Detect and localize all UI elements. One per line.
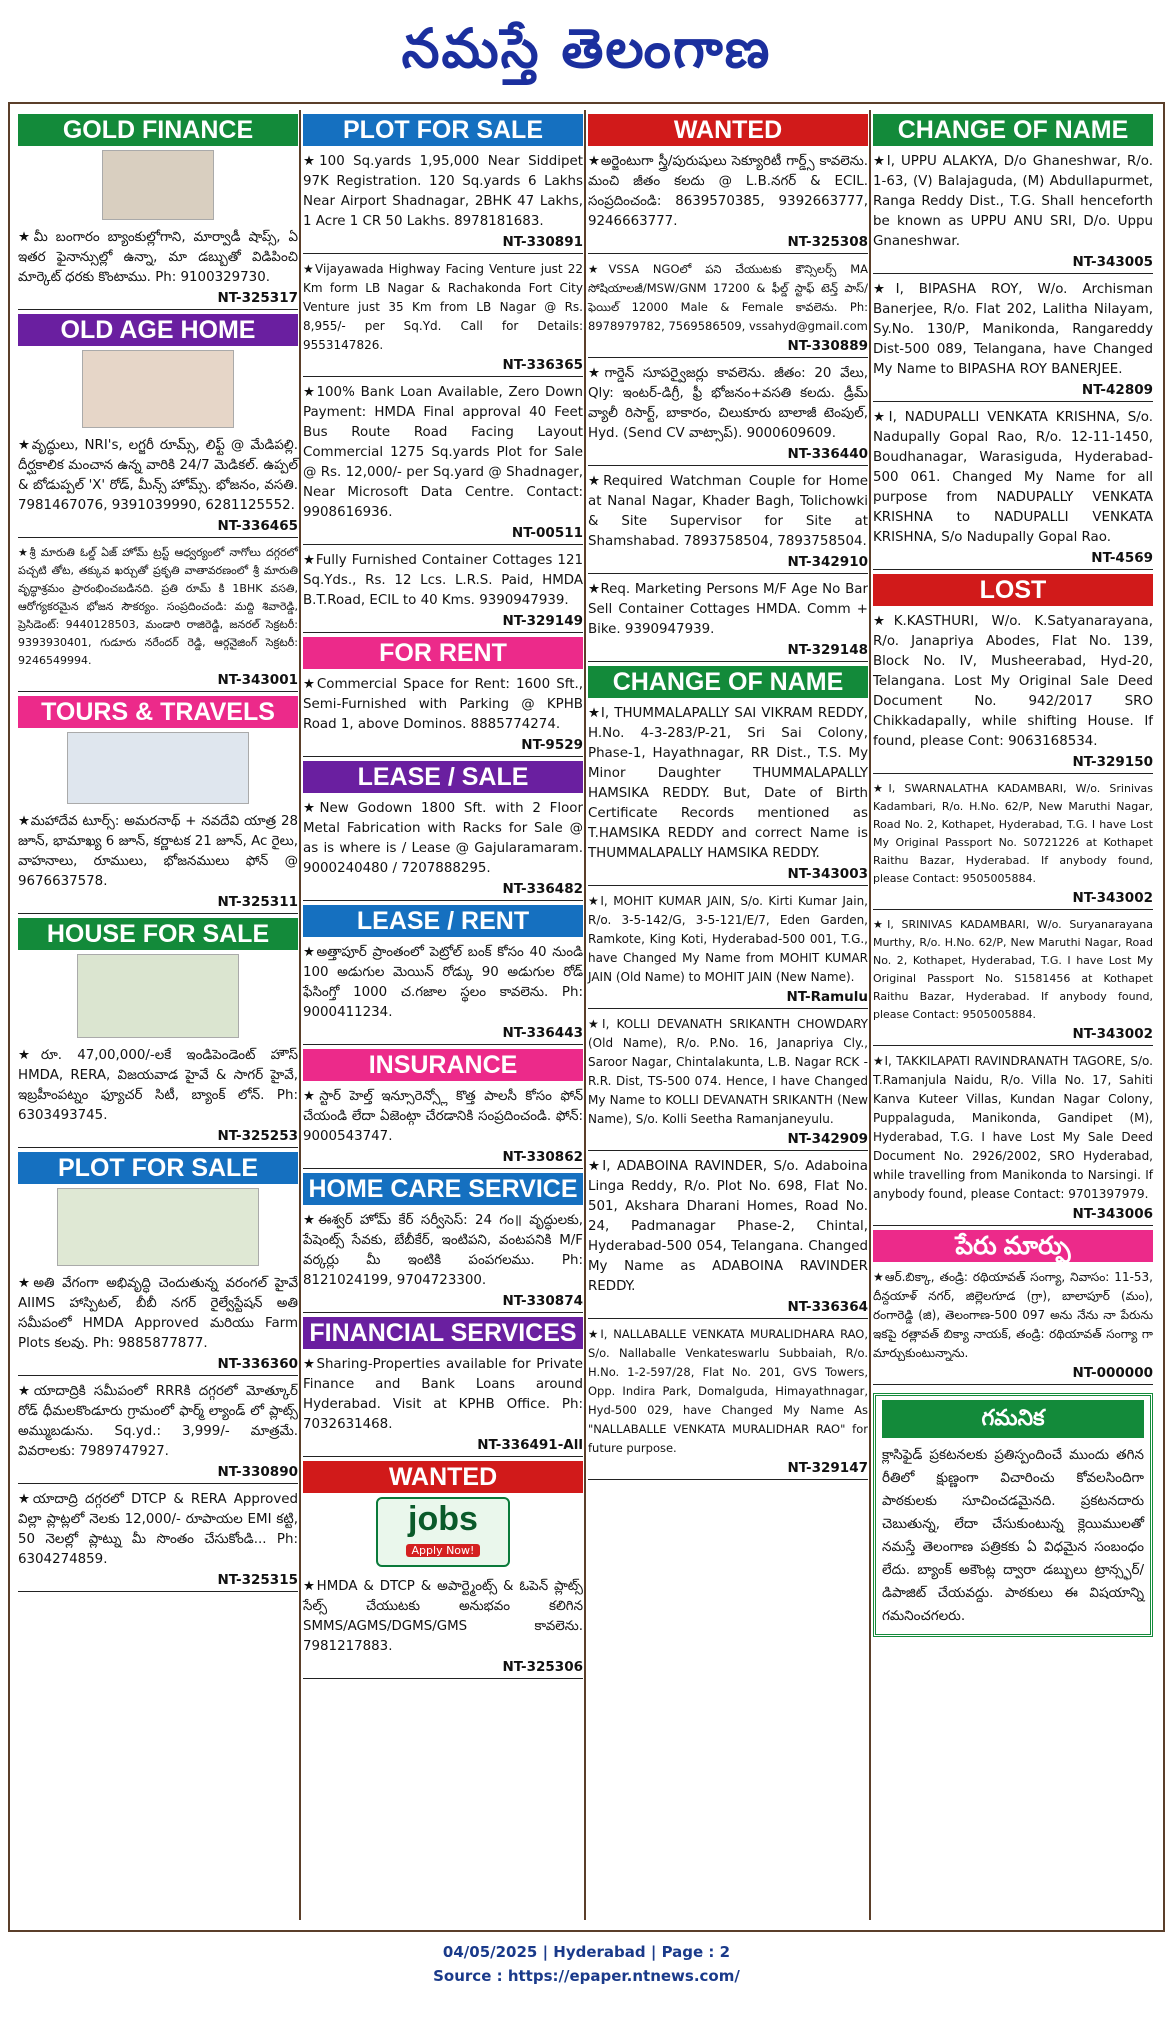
ad-code: NT-Ramulu (588, 989, 868, 1009)
ad-text: ★I, KOLLI DEVANATH SRIKANTH CHOWDARY (Old Name), R/o. P.No. 16, Janapriya Cly., Saroor Nagar, Chintalakunta, L.B. Nagar RCK - R.R. Dist, TS-500 074. Hence, I have Changed My Name to KOLLI DEVANATH SRIKANTH (New Name), S/o. Kolli Seetha Ramanjaneyulu. (588, 1017, 868, 1126)
notice-heading: గమనిక (882, 1400, 1144, 1438)
column-4 (873, 114, 1153, 1637)
section-heading: INSURANCE (303, 1049, 583, 1081)
ad-code: NT-336482 (303, 881, 583, 901)
column-divider (299, 110, 301, 1920)
ad-code: NT-336365 (303, 357, 583, 377)
ad-text: ★యాదాద్రికి సమీపంలో RRRకి దగ్గరలో మోత్కూర్ రోడ్ ధీమలకొండూరు గ్రామంలో ఫార్మ్ ల్యాండ్ లో ప్లాట్స్ అమ్ముబడును. Sq.yd.: 3,999/- మాత్రమే. వివరాలకు: 7989747927. (18, 1384, 298, 1459)
ad-code: NT-336465 (18, 518, 298, 538)
ad-text: ★I, SWARNALATHA KADAMBARI, W/o. Srinivas Kadambari, R/o. H.No. 62/P, New Maruthi Nagar, Road No. 2, Kothapet, Hyderabad, T.G. I have Lost My Original Passport No. S0721226 at Kothapet Raithu Bazar, Hyderabad. If anybody found, please Contact: 9505005884. (873, 782, 1153, 885)
ad-text: ★VSSA NGOలో పని చేయుటకు కౌన్సిలర్స్ MA సోషియాలజీ/MSW/GNM 17200 & ఫీల్డ్ స్టాఫ్ టెన్త్ పాస్/ఫెయిల్ 12000 Male & Female కావలెను. Ph: 8978979782, 7569586509, vssahyd@gmail.com (588, 262, 868, 333)
column-divider (869, 110, 871, 1920)
notice-box (873, 1393, 1153, 1637)
cash-handover-image (102, 150, 214, 220)
footer-source-link[interactable]: Source : https://epaper.ntnews.com/ (433, 1967, 740, 1985)
ad-code: NT-325308 (588, 234, 868, 254)
ad-text: ★స్టార్ హెల్త్ ఇన్సూరెన్స్లో కొత్త పాలసీ కోసం ఫోన్ చేయండి లేదా ఏజెంట్గా చేరడానికి సంప్రదించండి. ఫోన్: 9000543747. (303, 1089, 583, 1144)
ad-code: NT-329147 (588, 1460, 868, 1480)
section-heading: CHANGE OF NAME (873, 114, 1153, 146)
page-footer (0, 1940, 1173, 1988)
ad-code: NT-9529 (303, 737, 583, 757)
footer-date-line: 04/05/2025 | Hyderabad | Page : 2 (442, 1943, 731, 1961)
ad-text: ★100% Bank Loan Available, Zero Down Payment: HMDA Final approval 40 Feet Bus Route Road Facing Layout Commercial 1275 Sq.yards Plot for Sale @ Rs. 12,000/- per Sq.yard @ Shadnager, Near Microsoft Data Centre. Contact: 9908616936. (303, 385, 583, 520)
section-heading: LOST (873, 574, 1153, 606)
ad-text: ★వృద్ధులు, NRI's, లగ్జరీ రూమ్స్, లిఫ్ట్ @ మేడిపల్లి. దీర్ఘకాలిక మంచాన ఉన్న వారికి 24/7 మెడికల్. ఉప్పల్ & బోడుప్పల్ 'X' రోడ్, మీన్స్ హోమ్స్. భోజనం, వసతి. 7981467076, 9391039990, 6281125552. (18, 438, 298, 513)
ad-code: NT-336364 (588, 1299, 868, 1319)
section-heading: TOURS & TRAVELS (18, 696, 298, 728)
ad-code: NT-343002 (873, 890, 1153, 910)
ad-text: ★I, BIPASHA ROY, W/o. Archisman Banerjee, R/o. Flat 202, Lalitha Nilayam, Sy.No. 130/P, Manikonda, Rangareddy Dist-500 089, Telangana, have Changed My Name to BIPASHA ROY BANERJEE. (873, 282, 1153, 377)
column-2 (303, 114, 583, 1683)
ad-text: ★రూ. 47,00,000/-లకే ఇండిపెండెంట్ హౌస్ HMDA, RERA, విజయవాడ హైవే & సాగర్ హైవే, ఇబ్రహీంపట్నం ఫ్యూచర్ సిటీ, బ్యాంక్ లోన్. Ph: 6303493745. (18, 1048, 298, 1123)
section-heading: OLD AGE HOME (18, 314, 298, 346)
section-heading: GOLD FINANCE (18, 114, 298, 146)
ad-code: NT-325311 (18, 894, 298, 914)
section-heading: HOUSE FOR SALE (18, 918, 298, 950)
ad-text: ★I, MOHIT KUMAR JAIN, S/o. Kirti Kumar Jain, R/o. 3-5-142/G, 3-5-121/E/7, Eden Garden, Ramkote, King Koti, Hyderabad-500 001, T.G., have Changed My Name from MOHIT KUMAR JAIN (Old Name) to MOHIT JAIN (New Name). (588, 894, 868, 984)
jobs-logo (376, 1497, 510, 1567)
ad-text: ★శ్రీ మారుతి ఓల్డ్ ఏజ్ హోమ్ ట్రస్ట్ ఆధ్వర్యంలో నాగోలు దగ్గరలో పచ్చటి తోట, తక్కువ ఖర్చుతో ప్రకృతి వాతావరణంలో శ్రీ మారుతి వృద్ధాశ్రమం ప్రారంభించబడినది. ప్రతి రూమ్ కి 1BHK వసతి, ఆరోగ్యకరమైన భోజన సౌకర్యం. సంప్రదించండి: మద్ది శివారెడ్డి, ప్రెసిడెంట్: 9440128503, మండారి రాజిరెడ్డి, జనరల్ సెక్రటరీ: 9393930401, గుడూరు నరేందర్ రెడ్డి, ఆర్గనైజింగ్ సెక్రటరీ: 9246549994. (18, 546, 298, 667)
section-heading: HOME CARE SERVICE (303, 1173, 583, 1205)
section-heading: WANTED (588, 114, 868, 146)
section-heading: LEASE / SALE (303, 761, 583, 793)
ad-code: NT-343001 (18, 672, 298, 692)
ad-code: NT-329149 (303, 613, 583, 633)
section-heading: FINANCIAL SERVICES (303, 1317, 583, 1349)
ad-text: ★Vijayawada Highway Facing Venture just 22 Km form LB Nagar & Rachakonda Fort City Venture just 35 Km from LB Nagar @ Rs. 8,955/- per Sq.Yd. Call for Details: 9553147826. (303, 262, 583, 352)
section-heading: PLOT FOR SALE (303, 114, 583, 146)
masthead-title: నమస్తే తెలంగాణ (401, 16, 772, 80)
section-heading: పేరు మార్పు (873, 1230, 1153, 1262)
ad-code: NT-330889 (588, 338, 868, 358)
ad-text: ★New Godown 1800 Sft. with 2 Floor Metal Fabrication with Racks for Sale @ as is where is / Lease @ Gajularamaram. 9000240480 / 7207888295. (303, 801, 583, 876)
ad-text: ★I, ADABOINA RAVINDER, S/o. Adaboina Linga Reddy, R/o. Plot No. 698, Flat No. 501, Akshara Dharani Homes, Road No. 24, Padmanagar Phase-2, Chintal, Hyderabad-500 054, Telangana. Changed My Name as ADABOINA RAVINDER REDDY. (588, 1159, 868, 1294)
ad-code: NT-342910 (588, 554, 868, 574)
ad-text: ★Required Watchman Couple for Home at Nanal Nagar, Khader Bagh, Tolichowki & Site Supervisor for Site at Shamshabad. 7893758504, 7893758504. (588, 474, 868, 549)
ad-code: NT-336443 (303, 1025, 583, 1045)
ad-code: NT-325306 (303, 1659, 583, 1679)
ad-text: ★అతి వేగంగా అభివృద్ధి చెందుతున్న వరంగల్ హైవే AIIMS హాస్పిటల్, బీబీ నగర్ రైల్వేస్టేషన్ అతి సమీపంలో HMDA Approved మరియు Farm Plots కలవు. Ph: 9885877877. (18, 1276, 298, 1351)
ad-text: ★K.KASTHURI, W/o. K.Satyanarayana, R/o. Janapriya Abodes, Flat No. 139, Block No. IV, Musheerabad, Hyd-20, Telangana. Lost My Original Sale Deed Document No. 942/2017 SRO Chikkadapally, while shifting House. If found, please Cont: 9063168534. (873, 614, 1153, 749)
ad-text: ★100 Sq.yards 1,95,000 Near Siddipet 97K Registration. 120 Sq.yards 6 Lakhs Near Airport Shadnagar, 2BHK 47 Lakhs, 1 Acre 1 CR 50 Lakhs. 8978181683. (303, 154, 583, 229)
ad-code: NT-336440 (588, 446, 868, 466)
section-heading: LEASE / RENT (303, 905, 583, 937)
ad-code: NT-336360 (18, 1356, 298, 1376)
ad-text: ★I, THUMMALAPALLY SAI VIKRAM REDDY, H.No. 4-3-283/P-21, Sri Sai Colony, Phase-1, Hayathnagar, RR Dist., T.S. My Minor Daughter THUMMALAPALLY HAMSIKA REDDY. But, Date of Birth Certificate Records mentioned as T.HAMSIKA REDDY and correct Name is THUMMALAPALLY HAMSIKA REDDY. (588, 706, 868, 861)
jobs-logo-sub: Apply Now! (406, 1544, 481, 1557)
ad-text: ★ఈశ్వర్ హోమ్ కేర్ సర్వీసెస్: 24 గం॥ వృద్ధులకు, పేషెంట్స్ సేవకు, బేబీకేర్, ఇంటిపని, వంటపనికి M/F వర్కర్లు మీ ఇంటికి పంపగలము. Ph: 8121024199, 9704723300. (303, 1213, 583, 1288)
ad-code: NT-342909 (588, 1131, 868, 1151)
ad-text: ★Commercial Space for Rent: 1600 Sft., Semi-Furnished with Parking @ KPHB Road 1, above Dominos. 8885774274. (303, 677, 583, 732)
ad-text: ★మీ బంగారం బ్యాంకుల్లోగాని, మార్వాడీ షాప్స్, ఏ ఇతర ఫైనాన్సుల్లో ఉన్నా, మా డబ్బుతో విడిపించి మార్కెట్ ధరకు కొంటాము. Ph: 9100329730. (18, 230, 298, 285)
column-divider (584, 110, 586, 1920)
ad-text: ★I, SRINIVAS KADAMBARI, W/o. Suryanarayana Murthy, R/o. H.No. 62/P, New Maruthi Nagar, Road No. 2, Kothapet, Hyderabad, T.G. I have Lost My Original Passport No. S1581456 at Kothapet Raithu Bazar, Hyderabad. If anybody found, please Contact: 9505005884. (873, 918, 1153, 1021)
section-heading: FOR RENT (303, 637, 583, 669)
ad-text: ★అర్జెంటుగా స్త్రీ/పురుషులు సెక్యూరిటీ గార్డ్స్ కావలెను. మంచి జీతం కలదు @ L.B.నగర్ & ECIL. సంప్రదించండి: 8639570385, 9392663777, 9246663777. (588, 154, 868, 229)
jobs-logo-text: jobs (408, 1500, 478, 1538)
ad-code: NT-330874 (303, 1293, 583, 1313)
column-3 (588, 114, 868, 1484)
ad-text: ★గార్డెన్ సూపర్వైజర్లు కావలెను. జీతం: 20 వేలు, Qly: ఇంటర్-డిగ్రీ, ఫ్రీ భోజనం+వసతి కలదు. డ్రీమ్ వ్యాలీ రిసార్ట్, బాకారం, చిలుకూరు బాలాజీ టెంపుల్, Hyd. (Send CV వాట్సాప్). 9000609609. (588, 366, 868, 441)
ad-code: NT-42809 (873, 382, 1153, 402)
ad-code: NT-325253 (18, 1128, 298, 1148)
bus-image (67, 732, 249, 804)
notice-text: క్లాసిఫైడ్ ప్రకటనలకు ప్రతిస్పందించే ముందు తగిన రీతిలో క్షుణ్ణంగా విచారించు కోవలసిందిగా పాఠకులకు సూచించడమైనది. ప్రకటనదారు చెబుతున్న, లేదా చేసుకుంటున్న క్లెయిములతో నమస్తే తెలంగాణ పత్రికకు ఏ విధమైన సంబంధం లేదు. బ్యాంక్ అకౌంట్ల ద్వారా డబ్బులు ట్రాన్స్ఫర్/డిపాజిట్ చేయవద్దు. పాఠకులు ఈ విషయాన్ని గమనించగలరు. (882, 1447, 1144, 1624)
ad-code: NT-325315 (18, 1572, 298, 1592)
ad-code: NT-343002 (873, 1026, 1153, 1046)
ad-code: NT-330890 (18, 1464, 298, 1484)
ad-text: ★I, UPPU ALAKYA, D/o Ghaneshwar, R/o. 1-63, (V) Balajaguda, (M) Abdullapurmet, Ranga Reddy Dist., T.G. Shall henceforth be known as UPPU ANU SRI, D/o. Uppu Gnaneshwar. (873, 154, 1153, 249)
elderly-care-image (82, 350, 234, 428)
ad-code: NT-336491-All (303, 1437, 583, 1457)
ad-code: NT-330891 (303, 234, 583, 254)
house-image (77, 954, 239, 1038)
ad-code: NT-4569 (873, 550, 1153, 570)
ad-text: ★ఆర్.బిక్కా, తండ్రి: రథియావత్ సంగ్యా, నివాసం: 11-53, దీన్దయాళ్ నగర్, జిల్లెలగూడ (గ్రా), బాలాపూర్ (మం), రంగారెడ్డి (జి), తెలంగాణ-500 097 అను నేను నా పేరును ఇకపై రత్లావత్ బిక్యా నాయక్, తండ్రి: రథియావత్ సంగ్యా గా మార్చుకుంటున్నాను. (873, 1270, 1153, 1360)
ad-text: ★HMDA & DTCP & అపార్ట్మెంట్స్ & ఓపెన్ ప్లాట్స్ సేల్స్ చేయుటకు అనుభవం కలిగిన SMMS/AGMS/DGMS/GMS కావలెను. 7981217883. (303, 1579, 583, 1654)
ad-text: ★I, TAKKILAPATI RAVINDRANATH TAGORE, S/o. T.Ramanjula Naidu, R/o. Villa No. 17, Sahiti Kanva Kuteer Villas, Kundan Nagar Colony, Puppalaguda, Manikonda, Gandipet (M), Hyderabad, T.G. I have Lost My Sale Deed Document No. 2926/2002, SRO Hyderabad, while travelling from Manikonda to Narsingi. If anybody found, please Contact: 9701397979. (873, 1054, 1153, 1201)
ad-code: NT-343003 (588, 866, 868, 886)
section-heading: CHANGE OF NAME (588, 666, 868, 698)
masthead (0, 0, 1173, 100)
ad-code: NT-343006 (873, 1206, 1153, 1226)
section-heading: WANTED (303, 1461, 583, 1493)
ad-text: ★అత్తాపూర్ ప్రాంతంలో పెట్రోల్ బంక్ కోసం 40 నుండి 100 అడుగుల మెయిన్ రోడ్కు 90 అడుగుల రోడ్ ఫేసింగ్తో 1000 చ.గజాల స్థలం కావలెను. Ph: 9000411234. (303, 945, 583, 1020)
ad-text: ★Sharing-Properties available for Private Finance and Bank Loans around Hyderabad. Visit at KPHB Office. Ph: 7032631468. (303, 1357, 583, 1432)
ad-text: ★మహాదేవ టూర్స్: అమరనాథ్ + నవదేవి యాత్ర 28 జూన్, భామాఖ్య 6 జూన్, కర్ణాటక 21 జూన్, Ac రైలు, వాహనాలు, రూములు, భోజనములు ఫోన్ @ 9676637578. (18, 814, 298, 889)
ad-code: NT-325317 (18, 290, 298, 310)
ad-text: ★యాదాద్రి దగ్గరలో DTCP & RERA Approved విల్లా ప్లాట్లలో నెలకు 12,000/- రూపాయల EMI కట్టి, 50 నెలల్లో ప్లాట్ను మీ సొంతం చేసుకోండి... Ph: 6304274859. (18, 1492, 298, 1567)
ad-code: NT-000000 (873, 1365, 1153, 1385)
plot-layout-image (57, 1188, 259, 1266)
ad-code: NT-330862 (303, 1149, 583, 1169)
ad-text: ★Req. Marketing Persons M/F Age No Bar Sell Container Cottages HMDA. Comm + Bike. 9390947939. (588, 582, 868, 637)
ad-text: ★Fully Furnished Container Cottages 121 Sq.Yds., Rs. 12 Lcs. L.R.S. Paid, HMDA B.T.Road, ECIL to 40 Kms. 9390947939. (303, 553, 583, 608)
section-heading: PLOT FOR SALE (18, 1152, 298, 1184)
ad-text: ★I, NADUPALLI VENKATA KRISHNA, S/o. Nadupally Gopal Rao, R/o. 12-11-1450, Boudhanagar, Warasiguda, Hyderabad-500 061. Changed My Name for all purpose from NADUPALLY VENKATA KRISHNA to NADUPALLI VENKATA KRISHNA, S/o Nadupally Gopal Rao. (873, 410, 1153, 545)
ad-text: ★I, NALLABALLE VENKATA MURALIDHARA RAO, S/o. Nallaballe Venkateswarlu Subbaiah, R/o. H.No. 1-2-597/28, Flat No. 201, GVS Towers, Opp. Indira Park, Domalguda, Himayathnagar, Hyd-500 029, have Changed My Name As "NALLABALLE VENKATA MURALIDHAR RAO" for future purpose. (588, 1327, 868, 1455)
column-1 (18, 114, 298, 1596)
ad-code: NT-329150 (873, 754, 1153, 774)
ad-code: NT-00511 (303, 525, 583, 545)
ad-code: NT-343005 (873, 254, 1153, 274)
ad-code: NT-329148 (588, 642, 868, 662)
